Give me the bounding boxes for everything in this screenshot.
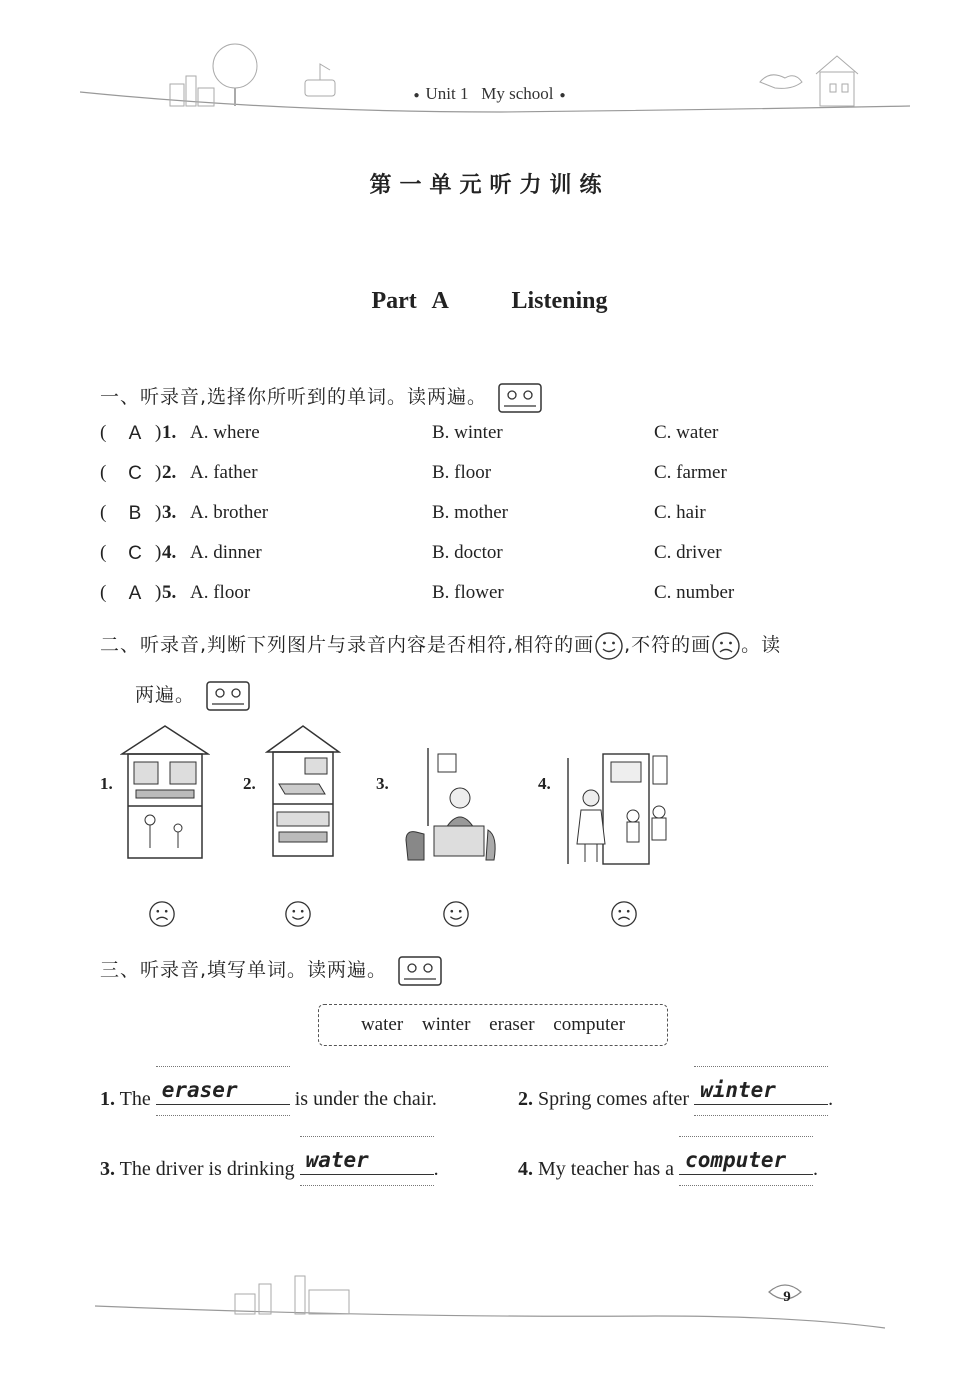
page-number: 9: [783, 1289, 791, 1305]
item-number: 2.: [518, 1088, 533, 1110]
picture-number: 4.: [538, 774, 551, 793]
question-number: 4.: [162, 542, 177, 563]
question-number: 3.: [162, 502, 177, 523]
frown-icon: [610, 900, 638, 928]
bracket-open: (: [100, 502, 107, 523]
handwritten-answer: eraser: [161, 1078, 238, 1102]
fill-item: [100, 1150, 439, 1181]
bracket-close: ): [155, 502, 162, 523]
option-a: A. father: [190, 462, 258, 483]
answer-blank[interactable]: [156, 1080, 290, 1105]
handwritten-answer: water: [305, 1148, 369, 1172]
question-row: [100, 422, 900, 452]
page-header: [0, 84, 979, 104]
option-c: C. driver: [654, 542, 722, 563]
bullet-icon: ●: [559, 89, 566, 101]
section2-instruction-line2: [135, 680, 250, 711]
option-c: C. number: [654, 582, 735, 603]
section2-instruction-text: ,不符的画: [624, 634, 712, 656]
answer-blank[interactable]: [300, 1150, 434, 1175]
cassette-icon: [398, 956, 442, 986]
bracket-close: ): [155, 582, 162, 603]
option-c: C. hair: [654, 502, 706, 523]
question-row: [100, 502, 900, 532]
bracket-close: ): [155, 542, 162, 563]
fill-item: [518, 1150, 818, 1181]
cassette-icon: [206, 681, 250, 711]
picture-number: 1.: [100, 774, 113, 793]
bracket-close: ): [155, 462, 162, 483]
item-text-before: Spring comes after: [538, 1088, 690, 1110]
bracket-close: ): [155, 422, 162, 443]
bracket-open: (: [100, 582, 107, 603]
house-classroom-picture: [265, 724, 341, 860]
section1-instruction: [100, 382, 542, 413]
smiley-icon: [594, 631, 624, 661]
item-text-after: is under the chair.: [294, 1088, 437, 1110]
section2-instruction-text: 二、听录音,判断下列图片与录音内容是否相符,相符的画: [100, 634, 595, 656]
smiley-icon: [442, 900, 470, 928]
handwritten-answer: winter: [700, 1078, 776, 1102]
item-text-after: .: [813, 1158, 819, 1180]
section3-instruction-text: 三、听录音,填写单词。读两遍。: [100, 959, 388, 981]
teacher-students-picture: [563, 752, 673, 868]
answer: A: [128, 583, 142, 604]
question-number: 1.: [162, 422, 177, 443]
fill-item: [100, 1080, 437, 1111]
house-library-picture: [120, 724, 210, 862]
frown-icon: [148, 900, 176, 928]
answer: C: [128, 543, 142, 564]
handwritten-answer: computer: [685, 1148, 787, 1172]
section3-instruction: [100, 955, 442, 986]
answer: B: [128, 503, 142, 524]
smiley-icon: [284, 900, 312, 928]
section2-instruction: [100, 630, 900, 661]
item-text-after: .: [433, 1158, 439, 1180]
question-number: 5.: [162, 582, 177, 603]
answer: A: [128, 423, 142, 444]
question-row: [100, 582, 900, 612]
item-number: 3.: [100, 1158, 115, 1180]
page-title-cn: 第一单元听力训练: [369, 173, 610, 198]
fill-item: [518, 1080, 833, 1111]
bracket-open: (: [100, 422, 107, 443]
teacher-office-picture: [402, 744, 502, 862]
item-number: 4.: [518, 1158, 533, 1180]
item-text-before: The: [119, 1088, 151, 1110]
bracket-open: (: [100, 542, 107, 563]
answer-blank[interactable]: [694, 1080, 828, 1105]
answer: C: [128, 463, 142, 484]
bracket-open: (: [100, 462, 107, 483]
word-bank: water winter eraser computer: [318, 1004, 668, 1046]
option-b: B. floor: [432, 462, 492, 483]
section2-instruction-text: 。读: [741, 634, 782, 656]
item-text-before: My teacher has a: [538, 1158, 675, 1180]
item-number: 1.: [100, 1088, 115, 1110]
section2-instruction-text: 两遍。: [135, 684, 196, 706]
item-text-before: The driver is drinking: [119, 1158, 295, 1180]
option-c: C. water: [654, 422, 719, 443]
item-text-after: .: [828, 1088, 834, 1110]
cassette-icon: [498, 383, 542, 413]
picture-number: 3.: [376, 774, 389, 793]
question-row: [100, 462, 900, 492]
picture-number: 2.: [243, 774, 256, 793]
page-title-en: Part A Listening: [371, 288, 608, 314]
bullet-icon: ●: [413, 89, 420, 101]
header-title: My school: [481, 84, 554, 103]
option-a: A. where: [190, 422, 260, 443]
option-b: B. doctor: [432, 542, 503, 563]
section1-instruction-text: 一、听录音,选择你所听到的单词。读两遍。: [100, 386, 488, 408]
question-number: 2.: [162, 462, 177, 483]
option-c: C. farmer: [654, 462, 727, 483]
header-unit: Unit 1: [425, 84, 469, 103]
option-b: B. winter: [432, 422, 503, 443]
option-b: B. flower: [432, 582, 504, 603]
question-row: [100, 542, 900, 572]
option-a: A. dinner: [190, 542, 262, 563]
frown-icon: [711, 631, 741, 661]
option-b: B. mother: [432, 502, 508, 523]
answer-blank[interactable]: [679, 1150, 813, 1175]
option-a: A. floor: [190, 582, 251, 603]
option-a: A. brother: [190, 502, 269, 523]
